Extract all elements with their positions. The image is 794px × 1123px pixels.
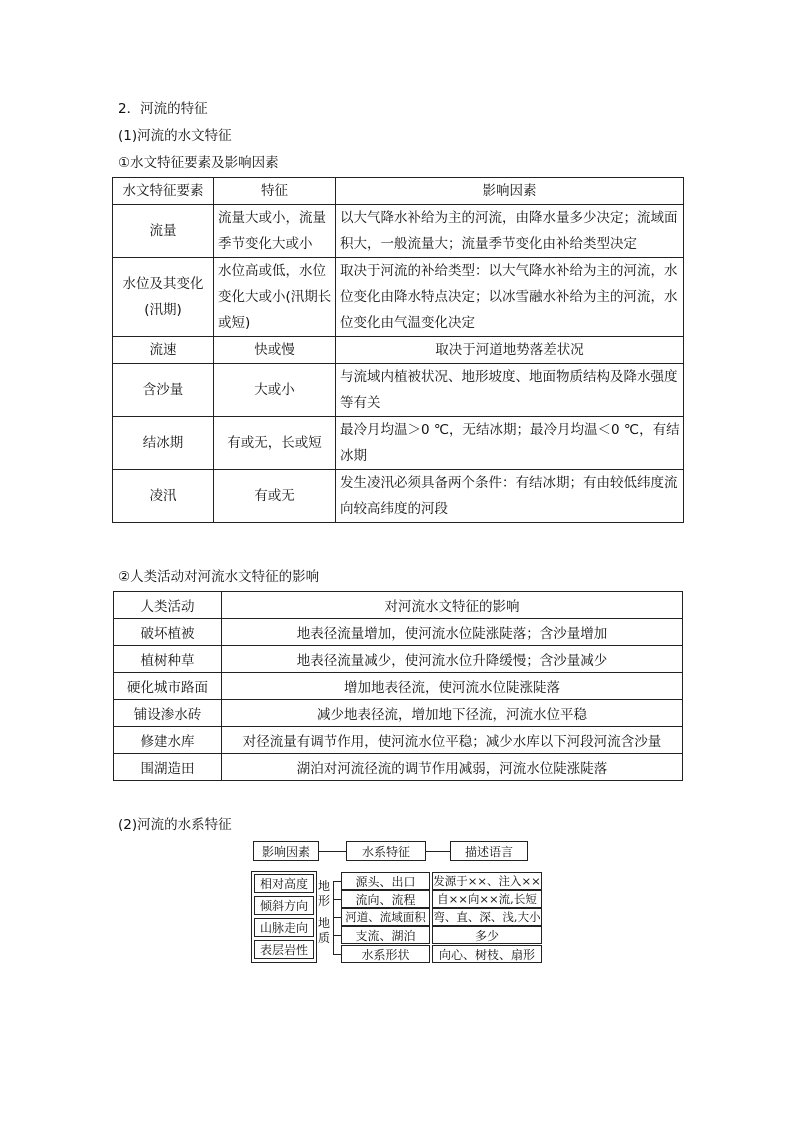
activity-cell: 修建水库 — [114, 727, 222, 754]
factor-box: 相对高度 — [254, 874, 314, 893]
description-box: 向心、树枝、扇形 — [432, 945, 542, 963]
activity-cell: 硬化城市路面 — [114, 673, 222, 700]
table-row — [113, 258, 684, 337]
feature-cell: 流量大或小，流量季节变化大或小 — [214, 205, 336, 258]
feature-cell: 水位高或低，水位变化大或小(汛期长或短) — [214, 258, 336, 337]
factors-header-box: 影响因素 — [253, 841, 319, 861]
table-row — [114, 754, 683, 781]
terrain-label: 地形 — [317, 879, 330, 908]
impact-cell: 地表径流量减少，使河流水位升降缓慢；含沙量减少 — [222, 646, 683, 673]
description-box: 自××向××流,长短 — [432, 890, 542, 908]
feature-box: 支流、湖泊 — [341, 926, 430, 944]
table-row — [114, 619, 683, 646]
subsection-heading-drainage: (2)河流的水系特征 — [118, 817, 232, 833]
activity-cell: 破坏植被 — [114, 619, 222, 646]
bracket-tick — [333, 899, 341, 900]
bracket-tick — [333, 935, 341, 936]
header-cell: 对河流水文特征的影响 — [222, 592, 683, 619]
features-header-box: 水系特征 — [346, 841, 426, 861]
impact-cell: 减少地表径流，增加地下径流，河流水位平稳 — [222, 700, 683, 727]
header-cell: 影响因素 — [336, 178, 684, 205]
table-row — [114, 700, 683, 727]
element-cell: 含沙量 — [113, 364, 214, 417]
feature-box: 河道、流域面积 — [341, 908, 430, 926]
feature-cell: 有或无 — [214, 470, 336, 523]
impact-cell: 对径流量有调节作用，使河流水位平稳；减少水库以下河段河流含沙量 — [222, 727, 683, 754]
impact-cell: 地表径流量增加，使河流水位陡涨陡落；含沙量增加 — [222, 619, 683, 646]
factor-cell: 与流域内植被状况、地形坡度、地面物质结构及降水强度等有关 — [336, 364, 684, 417]
factor-box: 表层岩性 — [254, 940, 314, 959]
impact-cell: 增加地表径流，使河流水位陡涨陡落 — [222, 673, 683, 700]
factor-cell: 取决于河道地势落差状况 — [336, 337, 684, 364]
feature-box: 源头、出口 — [341, 872, 430, 890]
section-heading: 2．河流的特征 — [118, 101, 208, 117]
element-cell: 水位及其变化(汛期) — [113, 258, 214, 337]
feature-box: 流向、流程 — [341, 890, 430, 908]
description-box: 弯、直、深、浅,大小 — [433, 910, 541, 924]
feature-cell: 快或慢 — [214, 337, 336, 364]
bracket-tick — [333, 881, 341, 882]
description-box: 发源于××、注入×× — [433, 874, 541, 888]
element-cell: 结冰期 — [113, 417, 214, 470]
factor-cell: 以大气降水补给为主的河流，由降水量多少决定；流域面积大，一般流量大；流量季节变化由补给类型决定 — [336, 205, 684, 258]
header-cell: 水文特征要素 — [113, 178, 214, 205]
feature-cell: 有或无，长或短 — [214, 417, 336, 470]
description-box: 多少 — [432, 926, 542, 944]
table-row — [113, 337, 684, 364]
table-row — [114, 646, 683, 673]
header-connector-line — [426, 851, 450, 852]
bracket-tick — [333, 954, 341, 955]
feature-cell: 大或小 — [214, 364, 336, 417]
item-heading-elements: ①水文特征要素及影响因素 — [118, 155, 279, 171]
factor-cell: 取决于河流的补给类型：以大气降水补给为主的河流，水位变化由降水特点决定；以冰雪融水补给为主的河流，水位变化由气温变化决定 — [336, 258, 684, 337]
header-cell: 特征 — [214, 178, 336, 205]
geology-label: 地质 — [317, 916, 330, 945]
activity-cell: 围湖造田 — [114, 754, 222, 781]
factor-box: 山脉走向 — [254, 918, 314, 937]
table-row — [113, 417, 684, 470]
factor-cell: 最冷月均温＞0 ℃，无结冰期；最冷月均温＜0 ℃，有结冰期 — [336, 417, 684, 470]
impact-cell: 湖泊对河流径流的调节作用减弱，河流水位陡涨陡落 — [222, 754, 683, 781]
table-row — [113, 205, 684, 258]
human-activity-table — [113, 591, 683, 781]
table-row — [114, 673, 683, 700]
factor-box: 倾斜方向 — [254, 896, 314, 915]
feature-box: 水系形状 — [341, 945, 430, 963]
table-row — [114, 727, 683, 754]
factor-cell: 发生凌汛必须具备两个条件：有结冰期；有由较低纬度流向较高纬度的河段 — [336, 470, 684, 523]
subsection-heading-hydrology: (1)河流的水文特征 — [118, 128, 232, 144]
element-cell: 凌汛 — [113, 470, 214, 523]
header-connector-line — [319, 851, 346, 852]
language-header-box: 描述语言 — [450, 841, 528, 861]
header-cell: 人类活动 — [114, 592, 222, 619]
table-row — [113, 364, 684, 417]
activity-cell: 植树种草 — [114, 646, 222, 673]
element-cell: 流量 — [113, 205, 214, 258]
bracket-tick — [333, 917, 341, 918]
table-header-row — [114, 592, 683, 619]
activity-cell: 铺设渗水砖 — [114, 700, 222, 727]
table-header-row — [113, 178, 684, 205]
table-row — [113, 470, 684, 523]
item-heading-human-activity: ②人类活动对河流水文特征的影响 — [118, 569, 320, 585]
element-cell: 流速 — [113, 337, 214, 364]
hydrology-elements-table — [112, 177, 684, 523]
